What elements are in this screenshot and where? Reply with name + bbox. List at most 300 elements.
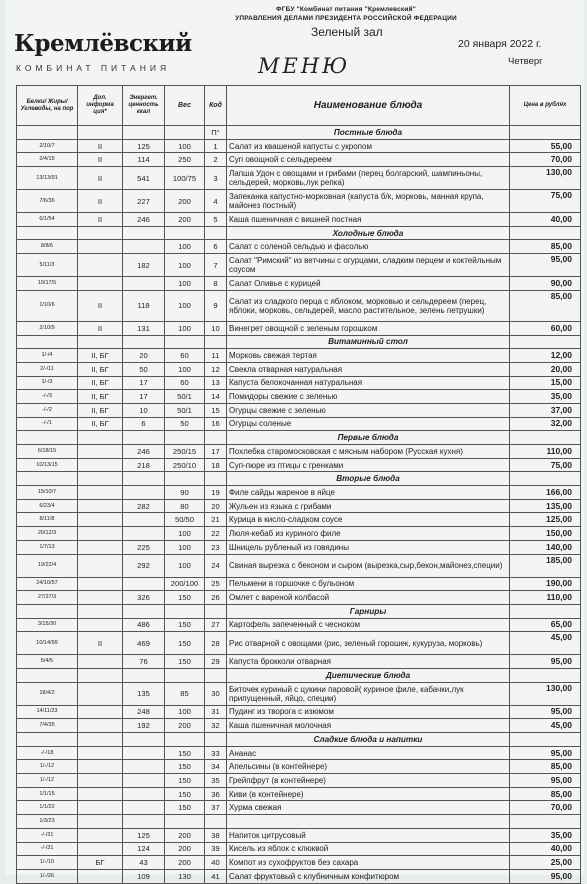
cell-code: 23: [205, 540, 227, 554]
table-row: [17, 190, 581, 213]
menu-title: МЕНЮ: [258, 54, 351, 78]
menu-body: [17, 126, 581, 884]
cell-name: Биточек куриный с цукини паровой( куриное филе, кабачки,лук припущенный, яйцо, специи): [227, 682, 510, 705]
cell-code: 9: [205, 290, 227, 321]
table-row: [17, 499, 581, 513]
cell-code: 11: [205, 349, 227, 363]
cell-name: Каша пшеничная молочная: [227, 719, 510, 733]
cell-price: 35,00: [510, 390, 581, 404]
cell-weight: 100: [165, 705, 205, 719]
cell-bju: 27/27/3: [17, 591, 78, 605]
section-title: Витаминный стол: [227, 335, 510, 349]
menu-weekday: Четверг: [508, 56, 543, 67]
cell-price: 45,00: [510, 632, 581, 655]
table-row: [17, 774, 581, 788]
cell-price: 20,00: [510, 362, 581, 376]
org-line-1: ФГБУ "Комбинат питания "Кремлевский": [275, 6, 417, 13]
table-row: [17, 540, 581, 554]
empty-cell: [78, 668, 123, 682]
cell-bju: 6/23/4: [17, 499, 78, 513]
table-row: [17, 290, 581, 321]
cell-price: 15,00: [510, 376, 581, 390]
cell-price: 130,00: [510, 167, 581, 190]
cell-code: 20: [205, 499, 227, 513]
table-row: [17, 760, 581, 774]
cell-kcal: 282: [123, 499, 165, 513]
empty-cell: [165, 668, 205, 682]
cell-weight: 100: [165, 240, 205, 254]
cell-kcal: 486: [123, 618, 165, 632]
cell-name: Люля-кебаб из куриного филе: [227, 527, 510, 541]
empty-cell: [510, 126, 581, 140]
empty-cell: [17, 226, 78, 240]
hall-name: Зеленый зал: [311, 25, 383, 39]
cell-code: 6: [205, 240, 227, 254]
cell-bju: -/-/2: [17, 403, 78, 417]
empty-cell: [165, 604, 205, 618]
cell-weight: 200: [165, 856, 205, 870]
empty-cell: [510, 226, 581, 240]
cell-name: Каша пшеничная с вишней постная: [227, 213, 510, 227]
table-row: [17, 486, 581, 500]
empty-cell: [17, 431, 78, 445]
cell-name: Омлет с вареной колбасой: [227, 591, 510, 605]
cell-info: [78, 746, 123, 760]
cell-name: Апельсины (в контейнере): [227, 760, 510, 774]
cell-info: II: [78, 139, 123, 153]
section-header-row: [17, 126, 581, 140]
cell-price: 75,00: [510, 458, 581, 472]
empty-cell: [78, 126, 123, 140]
cell-info: [78, 577, 123, 591]
cell-code: 5: [205, 213, 227, 227]
section-header-row: [17, 335, 581, 349]
cell-bju: 1/10/6: [17, 290, 78, 321]
cell-bju: 2/10/9: [17, 321, 78, 335]
table-row: [17, 445, 581, 459]
cell-code: 14: [205, 390, 227, 404]
cell-kcal: 131: [123, 321, 165, 335]
empty-cell: [17, 472, 78, 486]
cell-info: [78, 774, 123, 788]
cell-name: Киви (в контейнере): [227, 787, 510, 801]
cell-kcal: [123, 277, 165, 291]
empty-cell: [17, 335, 78, 349]
table-row: [17, 277, 581, 291]
cell-kcal: 20: [123, 349, 165, 363]
cell-bju: 1/3/23: [17, 815, 78, 829]
cell-code: 33: [205, 746, 227, 760]
cell-name: Суп-пюре из птицы с гренками: [227, 458, 510, 472]
empty-cell: [123, 226, 165, 240]
empty-cell: [123, 335, 165, 349]
cell-name: Винегрет овощной с зеленым горошком: [227, 321, 510, 335]
table-row: [17, 153, 581, 167]
cell-price: 95,00: [510, 655, 581, 669]
cell-weight: 150: [165, 760, 205, 774]
section-code: [205, 604, 227, 618]
table-row: [17, 842, 581, 856]
cell-weight: 50: [165, 417, 205, 431]
cell-info: [78, 527, 123, 541]
cell-bju: 20/12/3: [17, 527, 78, 541]
cell-kcal: 218: [123, 458, 165, 472]
cell-kcal: 125: [123, 139, 165, 153]
cell-code: 18: [205, 458, 227, 472]
table-row: [17, 655, 581, 669]
cell-info: II: [78, 167, 123, 190]
cell-weight: 85: [165, 682, 205, 705]
table-row: [17, 254, 581, 277]
cell-bju: 1/1/22: [17, 801, 78, 815]
section-code: [205, 733, 227, 747]
table-row: [17, 554, 581, 577]
cell-weight: 250: [165, 153, 205, 167]
cell-info: II, БГ: [78, 390, 123, 404]
cell-name: Хурма свежая: [227, 801, 510, 815]
empty-cell: [123, 733, 165, 747]
cell-price: 135,00: [510, 499, 581, 513]
cell-weight: 200: [165, 719, 205, 733]
cell-code: 15: [205, 403, 227, 417]
empty-cell: [510, 431, 581, 445]
cell-bju: 1/-/4: [17, 349, 78, 363]
cell-kcal: 246: [123, 213, 165, 227]
cell-info: [78, 499, 123, 513]
cell-name: Рис отварной с овощами (рис, зеленый горошек, кукуруза, морковь): [227, 632, 510, 655]
cell-info: [78, 240, 123, 254]
cell-code: 27: [205, 618, 227, 632]
cell-price: 140,00: [510, 540, 581, 554]
section-header-row: [17, 733, 581, 747]
table-row: [17, 527, 581, 541]
col-header-energy: Энергет. ценность ккал: [123, 86, 165, 126]
cell-price: 55,00: [510, 139, 581, 153]
empty-cell: [17, 126, 78, 140]
cell-price: 150,00: [510, 527, 581, 541]
empty-cell: [78, 226, 123, 240]
cell-info: II, БГ: [78, 376, 123, 390]
col-header-weight: Вес: [165, 86, 205, 126]
menu-table: [16, 85, 581, 884]
cell-info: II: [78, 213, 123, 227]
cell-price: 37,00: [510, 403, 581, 417]
section-code: [205, 668, 227, 682]
cell-info: [78, 705, 123, 719]
empty-cell: [123, 604, 165, 618]
cell-bju: 24/10/57: [17, 577, 78, 591]
cell-kcal: 125: [123, 828, 165, 842]
cell-name: Свиная вырезка с беконом и сыром (вырезка,сыр,бекон,майонез,специи): [227, 554, 510, 577]
table-row: [17, 417, 581, 431]
cell-info: [78, 842, 123, 856]
cell-name: Салат с соленой сельдью и фасолью: [227, 240, 510, 254]
cell-info: [78, 458, 123, 472]
cell-bju: -/-/1: [17, 417, 78, 431]
cell-weight: 200: [165, 828, 205, 842]
table-row: [17, 213, 581, 227]
cell-kcal: 118: [123, 290, 165, 321]
cell-bju: 3/15/30: [17, 618, 78, 632]
cell-bju: 1/-/12: [17, 760, 78, 774]
cell-bju: 10/17/5: [17, 277, 78, 291]
cell-price: 70,00: [510, 801, 581, 815]
section-header-row: [17, 431, 581, 445]
cell-bju: -/-/31: [17, 828, 78, 842]
cell-weight: 60: [165, 349, 205, 363]
cell-name: Салат из квашеной капусты с укропом: [227, 139, 510, 153]
cell-bju: 1/-/10: [17, 856, 78, 870]
cell-info: [78, 682, 123, 705]
empty-cell: [510, 733, 581, 747]
cell-code: 3: [205, 167, 227, 190]
cell-price: 25,00: [510, 856, 581, 870]
cell-name: Салат Оливье с курицей: [227, 277, 510, 291]
cell-weight: 100: [165, 362, 205, 376]
cell-bju: 19/22/4: [17, 554, 78, 577]
cell-info: [78, 445, 123, 459]
cell-price: 35,00: [510, 828, 581, 842]
section-title: Вторые блюда: [227, 472, 510, 486]
cell-code: 31: [205, 705, 227, 719]
cell-info: II: [78, 153, 123, 167]
section-code: [205, 226, 227, 240]
cell-code: 32: [205, 719, 227, 733]
cell-price: 110,00: [510, 445, 581, 459]
cell-bju: 1/-/3: [17, 376, 78, 390]
cell-name: Салат "Римский" из ветчины с огурцами, сладким перцем и коктейльным соусом: [227, 254, 510, 277]
col-header-name: Наименование блюда: [227, 86, 510, 126]
cell-info: БГ: [78, 856, 123, 870]
empty-cell: [78, 472, 123, 486]
cell-name: Ананас: [227, 746, 510, 760]
section-header-row: [17, 668, 581, 682]
cell-kcal: 43: [123, 856, 165, 870]
table-row: [17, 321, 581, 335]
empty-cell: [123, 472, 165, 486]
cell-price: 95,00: [510, 746, 581, 760]
cell-weight: 150: [165, 632, 205, 655]
cell-info: II: [78, 632, 123, 655]
cell-kcal: 124: [123, 842, 165, 856]
cell-name: Суп овощной с сельдереем: [227, 153, 510, 167]
cell-price: 85,00: [510, 240, 581, 254]
table-row: [17, 801, 581, 815]
cell-code: 29: [205, 655, 227, 669]
table-row: [17, 240, 581, 254]
cell-name: Капуста белокочанная натуральная: [227, 376, 510, 390]
cell-price: 90,00: [510, 277, 581, 291]
section-code: [205, 335, 227, 349]
cell-kcal: 227: [123, 190, 165, 213]
empty-cell: [510, 335, 581, 349]
cell-kcal: [123, 746, 165, 760]
table-row: [17, 376, 581, 390]
cell-weight: 100: [165, 554, 205, 577]
section-title: Холодные блюда: [227, 226, 510, 240]
cell-bju: -/-/31: [17, 842, 78, 856]
cell-info: II, БГ: [78, 403, 123, 417]
cell-kcal: 135: [123, 682, 165, 705]
cell-kcal: [123, 577, 165, 591]
cell-bju: -/-/18: [17, 746, 78, 760]
cell-code: [205, 815, 227, 829]
cell-code: 2: [205, 153, 227, 167]
cell-kcal: [123, 774, 165, 788]
cell-weight: 200: [165, 842, 205, 856]
cell-name: Капуста брокколи отварная: [227, 655, 510, 669]
table-row: [17, 815, 581, 829]
cell-weight: 100: [165, 277, 205, 291]
table-row: [17, 705, 581, 719]
table-row: [17, 787, 581, 801]
cell-kcal: 50: [123, 362, 165, 376]
cell-kcal: 6: [123, 417, 165, 431]
empty-cell: [123, 126, 165, 140]
empty-cell: [165, 472, 205, 486]
cell-info: [78, 254, 123, 277]
cell-name: Курица в кисло-сладком соусе: [227, 513, 510, 527]
cell-info: II, БГ: [78, 362, 123, 376]
table-row: [17, 618, 581, 632]
table-header-row: [17, 86, 581, 126]
cell-price: 95,00: [510, 705, 581, 719]
col-header-info: Доп. информа ция*: [78, 86, 123, 126]
cell-info: [78, 655, 123, 669]
cell-price: 12,00: [510, 349, 581, 363]
cell-info: [78, 801, 123, 815]
empty-cell: [510, 472, 581, 486]
cell-name: Шницель рубленый из говядины: [227, 540, 510, 554]
cell-bju: 5/4/5: [17, 655, 78, 669]
cell-info: [78, 618, 123, 632]
cell-kcal: [123, 801, 165, 815]
empty-cell: [165, 431, 205, 445]
cell-kcal: [123, 527, 165, 541]
cell-weight: 80: [165, 499, 205, 513]
cell-info: II: [78, 321, 123, 335]
cell-code: 4: [205, 190, 227, 213]
cell-name: Жульен из языка с грибами: [227, 499, 510, 513]
empty-cell: [123, 668, 165, 682]
cell-price: 75,00: [510, 190, 581, 213]
cell-bju: 13/13/91: [17, 167, 78, 190]
cell-price: 166,00: [510, 486, 581, 500]
cell-weight: 100: [165, 139, 205, 153]
cell-bju: 1/-/12: [17, 774, 78, 788]
cell-bju: 6/18/15: [17, 445, 78, 459]
cell-weight: 200/100: [165, 577, 205, 591]
empty-cell: [510, 604, 581, 618]
cell-weight: 200: [165, 190, 205, 213]
cell-code: 16: [205, 417, 227, 431]
cell-info: II, БГ: [78, 417, 123, 431]
cell-price: 45,00: [510, 719, 581, 733]
cell-code: 19: [205, 486, 227, 500]
table-row: [17, 719, 581, 733]
cell-code: 37: [205, 801, 227, 815]
cell-bju: 7/4/35: [17, 719, 78, 733]
cell-weight: 130: [165, 869, 205, 883]
empty-cell: [165, 126, 205, 140]
cell-code: 38: [205, 828, 227, 842]
table-row: [17, 828, 581, 842]
empty-cell: [17, 668, 78, 682]
cell-code: 30: [205, 682, 227, 705]
cell-code: 7: [205, 254, 227, 277]
cell-code: 10: [205, 321, 227, 335]
cell-weight: 100: [165, 321, 205, 335]
cell-kcal: 248: [123, 705, 165, 719]
logo-subtitle: КОМБИНАТ ПИТАНИЯ: [16, 63, 171, 73]
cell-info: [78, 486, 123, 500]
cell-name: Свекла отварная натуральная: [227, 362, 510, 376]
cell-name: Похлебка старомосковская с мясным набором (Русская кухня): [227, 445, 510, 459]
cell-info: [78, 540, 123, 554]
cell-name: Запеканка капустно-морковная (капуста б/к, морковь, манная крупа, майонез постный): [227, 190, 510, 213]
empty-cell: [510, 668, 581, 682]
cell-bju: 1/1/15: [17, 787, 78, 801]
cell-weight: 90: [165, 486, 205, 500]
cell-bju: -/-/3: [17, 390, 78, 404]
cell-weight: 50/1: [165, 390, 205, 404]
cell-price: 85,00: [510, 787, 581, 801]
cell-weight: 100: [165, 527, 205, 541]
cell-code: 1: [205, 139, 227, 153]
cell-code: 41: [205, 869, 227, 883]
cell-info: [78, 828, 123, 842]
section-header-row: [17, 226, 581, 240]
cell-price: 60,00: [510, 321, 581, 335]
cell-kcal: 225: [123, 540, 165, 554]
empty-cell: [165, 226, 205, 240]
menu-sheet: [6, 0, 584, 881]
table-row: [17, 390, 581, 404]
cell-weight: 150: [165, 787, 205, 801]
table-row: [17, 458, 581, 472]
cell-price: 32,00: [510, 417, 581, 431]
cell-name: Филе сайды жареное в яйце: [227, 486, 510, 500]
cell-kcal: [123, 815, 165, 829]
logo: Кремлёвский: [14, 30, 192, 57]
cell-name: Огурцы свежие с зеленью: [227, 403, 510, 417]
cell-kcal: 541: [123, 167, 165, 190]
cell-name: Салат из сладкого перца с яблоком, морковью и сельдереем (перец, яблоки, морковь, сельдерей, масло растительное, зелень петрушки): [227, 290, 510, 321]
table-row: [17, 869, 581, 883]
col-header-price: Цена в рублях: [510, 86, 581, 126]
cell-kcal: 10: [123, 403, 165, 417]
cell-price: 95,00: [510, 774, 581, 788]
cell-name: Салат фруктовый с клубничным конфитюром: [227, 869, 510, 883]
cell-bju: 5/11/3: [17, 254, 78, 277]
cell-bju: 8/11/8: [17, 513, 78, 527]
cell-bju: 1/7/13: [17, 540, 78, 554]
table-row: [17, 591, 581, 605]
cell-bju: 18/4/2: [17, 682, 78, 705]
cell-weight: 150: [165, 774, 205, 788]
cell-code: 24: [205, 554, 227, 577]
table-row: [17, 403, 581, 417]
cell-info: [78, 719, 123, 733]
cell-bju: 10/13/15: [17, 458, 78, 472]
table-row: [17, 139, 581, 153]
cell-bju: 6/1/54: [17, 213, 78, 227]
cell-bju: 7/6/36: [17, 190, 78, 213]
cell-code: 26: [205, 591, 227, 605]
empty-cell: [123, 431, 165, 445]
empty-cell: [165, 733, 205, 747]
cell-price: 110,00: [510, 591, 581, 605]
